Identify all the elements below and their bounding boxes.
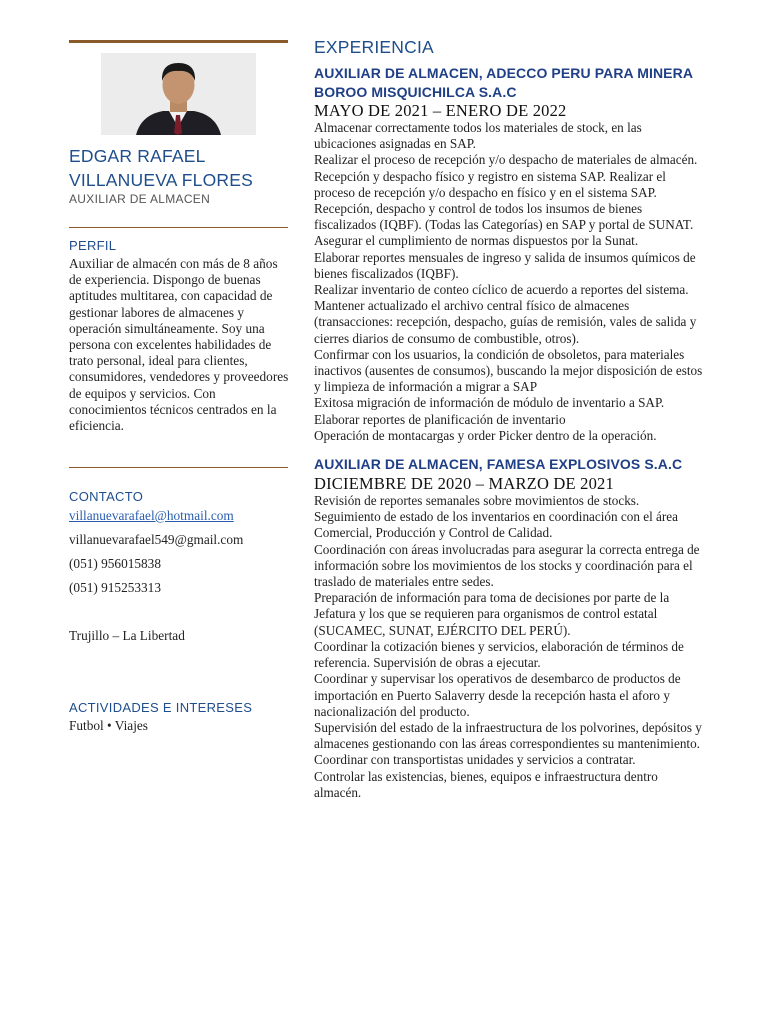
duty-item: Controlar las existencias, bienes, equipos e infraestructura dentro almacén.	[314, 768, 658, 800]
experience-section	[314, 36, 706, 801]
email-link[interactable]: villanuevarafael@hotmail.com	[69, 508, 234, 523]
duty-item: Elaborar reportes de planificación de inventario	[314, 411, 566, 427]
duty-item: Coordinar la cotización bienes y servicios, elaboración de términos de referencia. Supervisión de obras a ejecutar.	[314, 638, 684, 671]
job-title: AUXILIAR DE ALMACEN, FAMESA EXPLOSIVOS S.A.C	[314, 456, 683, 473]
perfil-text: Auxiliar de almacén con más de 8 años de experiencia. Dispongo de buenas aptitudes multitarea, con capacidad de gestionar labores de almacenes y operación simultáneamente. Soy una persona con excelentes habilidades de trato personal, ideal para clientes, consumidores, vendedores y proveedores de equipos y servicios. Con conocimientos técnicos centrados en la eficiencia.	[69, 256, 289, 434]
email-secondary: villanuevarafael549@gmail.com	[69, 532, 244, 547]
actividades-heading: ACTIVIDADES E INTERESES	[69, 700, 253, 715]
job-title: AUXILIAR DE ALMACEN, ADECCO PERU PARA MINERA BOROO MISQUICHILCA S.A.C	[314, 65, 693, 100]
job-entry	[314, 64, 706, 444]
actividades-text: Futbol • Viajes	[69, 718, 148, 733]
candidate-name	[69, 144, 288, 192]
duty-item: Mantener actualizado el archivo central físico de almacenes (transacciones: recepción, despacho, guías de remisión, vales de salida y cierres diarios de consumo de combustible, otros).	[314, 298, 697, 346]
duty-item: Coordinación con áreas involucradas para asegurar la correcta entrega de información sobre los movimientos de los stocks y coordinación para el traslado de materiales entre sedes.	[314, 541, 700, 590]
name-line-2: VILLANUEVA FLORES	[69, 170, 253, 190]
duties-list	[314, 493, 706, 801]
duty-item: Coordinar con transportistas unidades y servicios a contratar.	[314, 752, 636, 768]
duty-item: Seguimiento de estado de los inventarios en coordinación con el área Comercial, Producción y Control de Calidad.	[314, 509, 679, 541]
profile-photo	[101, 53, 256, 135]
duty-item: Revisión de reportes semanales sobre movimientos de stocks.	[314, 493, 640, 509]
duty-item: Preparación de información para toma de decisiones por parte de la Jefatura y los que se requieren para organismos de control estatal (SUCAMEC, SUNAT, EJÉRCITO DEL PERÚ).	[314, 590, 670, 638]
duty-item: Recepción, despacho y control de todos los insumos de bienes fiscalizados (IQBF). (Todas las Categorías) en SAP y portal de SUNAT. Asegurar el cumplimiento de normas dispuestos por la Sunat.	[314, 201, 694, 249]
location: Trujillo – La Libertad	[69, 628, 185, 643]
name-line-1: EDGAR RAFAEL	[69, 146, 206, 166]
top-rule	[69, 40, 288, 43]
duty-item: Supervisión del estado de la infraestructura de los polvorines, depósitos y almacenes gestionando con las áreas correspondientes su mantenimiento.	[314, 719, 702, 752]
experiencia-heading: EXPERIENCIA	[314, 37, 434, 57]
duties-list	[314, 120, 706, 444]
perfil-heading: PERFIL	[69, 238, 117, 253]
job-subtitle: AUXILIAR DE ALMACEN	[69, 192, 211, 206]
duty-item: Elaborar reportes mensuales de ingreso y salida de insumos químicos de bienes fiscalizados (IQBF).	[314, 249, 696, 281]
job-date: MAYO DE 2021 – ENERO DE 2022	[314, 101, 567, 120]
job-date: DICIEMBRE DE 2020 – MARZO DE 2021	[314, 474, 614, 494]
duty-item: Recepción y despacho físico y registro en sistema SAP. Realizar el proceso de recepción y/o despacho en físico y en el sistema SAP.	[314, 168, 666, 200]
duty-item: Coordinar y supervisar los operativos de desembarco de productos de importación en Puerto Salaverry desde la recepción hasta el aforo y nacionalización del producto.	[314, 671, 681, 719]
duty-item: Realizar el proceso de recepción y/o despacho de materiales de almacén.	[314, 152, 698, 168]
contacto-heading: CONTACTO	[69, 489, 144, 504]
divider	[69, 227, 288, 228]
duty-item: Realizar inventario de conteo cíclico de acuerdo a reportes del sistema.	[314, 282, 689, 298]
duty-item: Confirmar con los usuarios, la condición de obsoletos, para materiales inactivos (ausentes de consumos), buscando la mejor disposición de estos y limpieza de información a migrar a SAP	[314, 346, 703, 395]
phone-2: (051) 915253313	[69, 580, 161, 595]
divider	[69, 467, 288, 468]
job-entry	[314, 455, 706, 801]
duty-item: Operación de montacargas y order Picker dentro de la operación.	[314, 427, 657, 443]
duty-item: Almacenar correctamente todos los materiales de stock, en las ubicaciones asignadas en SAP.	[314, 120, 642, 152]
phone-1: (051) 956015838	[69, 556, 161, 571]
duty-item: Exitosa migración de información de módulo de inventario a SAP.	[314, 395, 665, 411]
